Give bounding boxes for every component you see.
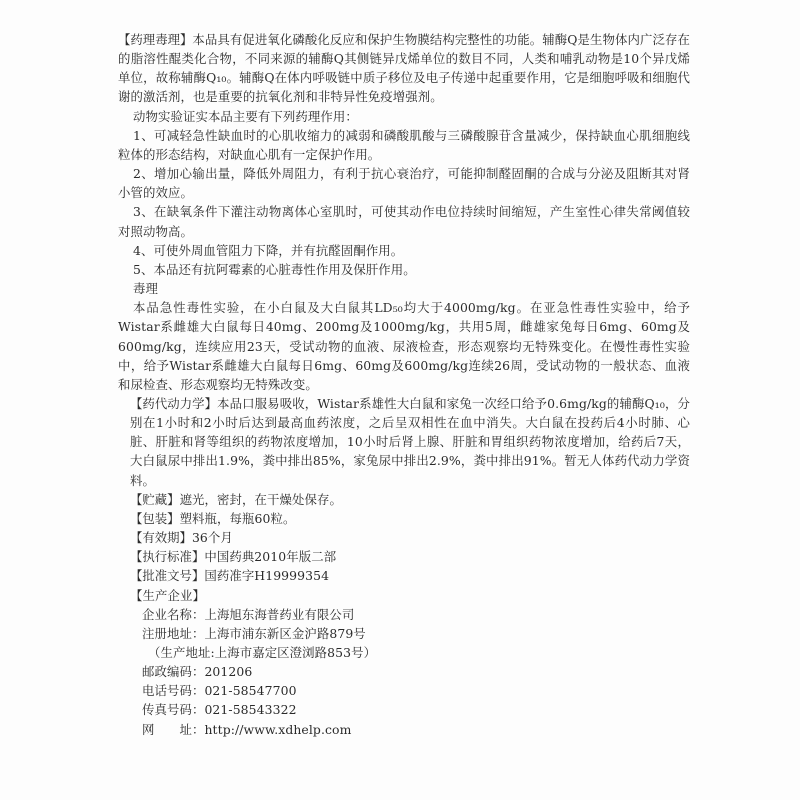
standard-line: [118, 547, 690, 566]
pharmacology-intro-text: 本品具有促进氧化磷酸化反应和保护生物膜结构完整性的功能。辅酶Q是生物体内广泛存在的脂溶性醌类化合物，不同来源的辅酶Q其侧链异戊烯单位的数目不同，人类和哺乳动物是10个异戊烯单位，故称辅酶Q₁₀。辅酶Q在体内呼吸链中质子移位及电子传递中起重要作用，它是细胞呼吸和细胞代谢的激活剂，也是重要的抗氧化剂和非特异性免疫增强剂。: [118, 32, 690, 105]
pharmacokinetics-text: 本品口服易吸收，Wistar系雄性大白鼠和家兔一次经口给予0.6mg/kg的辅酶Q₁₀，分别在1小时和2小时后达到最高血药浓度，之后呈双相性在血中消失。大白鼠在投药后4小时肺、心脏、肝脏和肾等组织的药物浓度增加，10小时后肾上腺、肝脏和胃组织药物浓度增加，给药后7天，大白鼠尿中排出1.9%，粪中排出85%，家兔尿中排出2.9%，粪中排出91%。暂无人体药代动力学资料。: [130, 395, 690, 488]
section-header-standard: 【执行标准】: [130, 549, 205, 565]
company-name: 企业名称：上海旭东海普药业有限公司: [142, 606, 355, 622]
toxicology-text: 本品急性毒性实验，在小白鼠及大白鼠其LD₅₀均大于4000mg/kg。在亚急性毒性实验中，给予Wistar系雌雄大白鼠每日40mg、200mg及1000mg/kg，共用5周，雌雄家兔每日6mg、60mg及600mg/kg，连续应用23天，受试动物的血液、尿液检查，形态观察均无特殊变化。在慢性毒性实验中，给予Wistar系雌雄大白鼠每日6mg、60mg及600mg/kg连续26周，受试动物的一般状态、血液和尿检查、形态观察均无特殊改变。: [118, 300, 690, 392]
manufacturer-header: 【生产企业】: [130, 587, 205, 603]
website-url: http://www.xdhelp.com: [204, 721, 352, 737]
section-header-pharmacology: 【药理毒理】: [118, 32, 193, 47]
section-header-package: 【包装】: [130, 510, 180, 526]
section-header-pharmacokinetics: 【药代动力学】: [130, 395, 218, 411]
pharmacology-item-1: 1、可减轻急性缺血时的心肌收缩力的减弱和磷酸肌酸与三磷酸腺苷含量减少，保持缺血心肌细胞线粒体的形态结构，对缺血心肌有一定保护作用。: [118, 127, 690, 162]
pharmacology-item-5: 5、本品还有抗阿霉素的心脏毒性作用及保肝作用。: [133, 261, 416, 277]
animal-experiment-intro: 动物实验证实本品主要有下列药理作用：: [133, 108, 358, 124]
registered-address: 注册地址：上海市浦东新区金沪路879号: [142, 625, 366, 641]
approval-line: [118, 566, 690, 585]
storage-line: [118, 490, 690, 509]
website-line: [118, 720, 690, 739]
approval-text: 国药准字H19999354: [204, 568, 330, 584]
drug-insert-text: [118, 30, 690, 739]
pharmacokinetics-paragraph: [118, 394, 690, 490]
pharmacology-item-3: 3、在缺氧条件下灌注动物离体心室肌时，可使其动作电位持续时间缩短，产生室性心律失常阈值较对照动物高。: [118, 204, 690, 239]
fax-number: 传真号码：021-58543322: [142, 702, 297, 718]
pharmacology-intro: [118, 30, 690, 107]
package-line: [118, 509, 690, 528]
package-text: 塑料瓶，每瓶60粒。: [179, 510, 296, 526]
section-header-approval: 【批准文号】: [130, 568, 205, 584]
pharmacology-item-2: 2、增加心输出量，降低外周阻力，有利于抗心衰治疗，可能抑制醛固酮的合成与分泌及阻断其对肾小管的效应。: [118, 166, 690, 201]
production-address: （生产地址:上海市嘉定区澄浏路853号）: [148, 645, 377, 660]
section-header-validity: 【有效期】: [130, 530, 192, 546]
toxicology-title: 毒理: [133, 281, 158, 297]
phone-number: 电话号码：021-58547700: [142, 683, 297, 699]
pharmacology-item-4: 4、可使外周血管阻力下降，并有抗醛固酮作用。: [133, 242, 404, 258]
website-label: 网 址：: [142, 721, 205, 737]
validity-line: [118, 528, 690, 547]
standard-text: 中国药典2010年版二部: [204, 549, 337, 565]
validity-text: 36个月: [191, 530, 233, 546]
postal-code: 邮政编码：201206: [142, 664, 253, 680]
section-header-storage: 【贮藏】: [130, 491, 180, 507]
storage-text: 遮光，密封，在干燥处保存。: [179, 491, 342, 507]
